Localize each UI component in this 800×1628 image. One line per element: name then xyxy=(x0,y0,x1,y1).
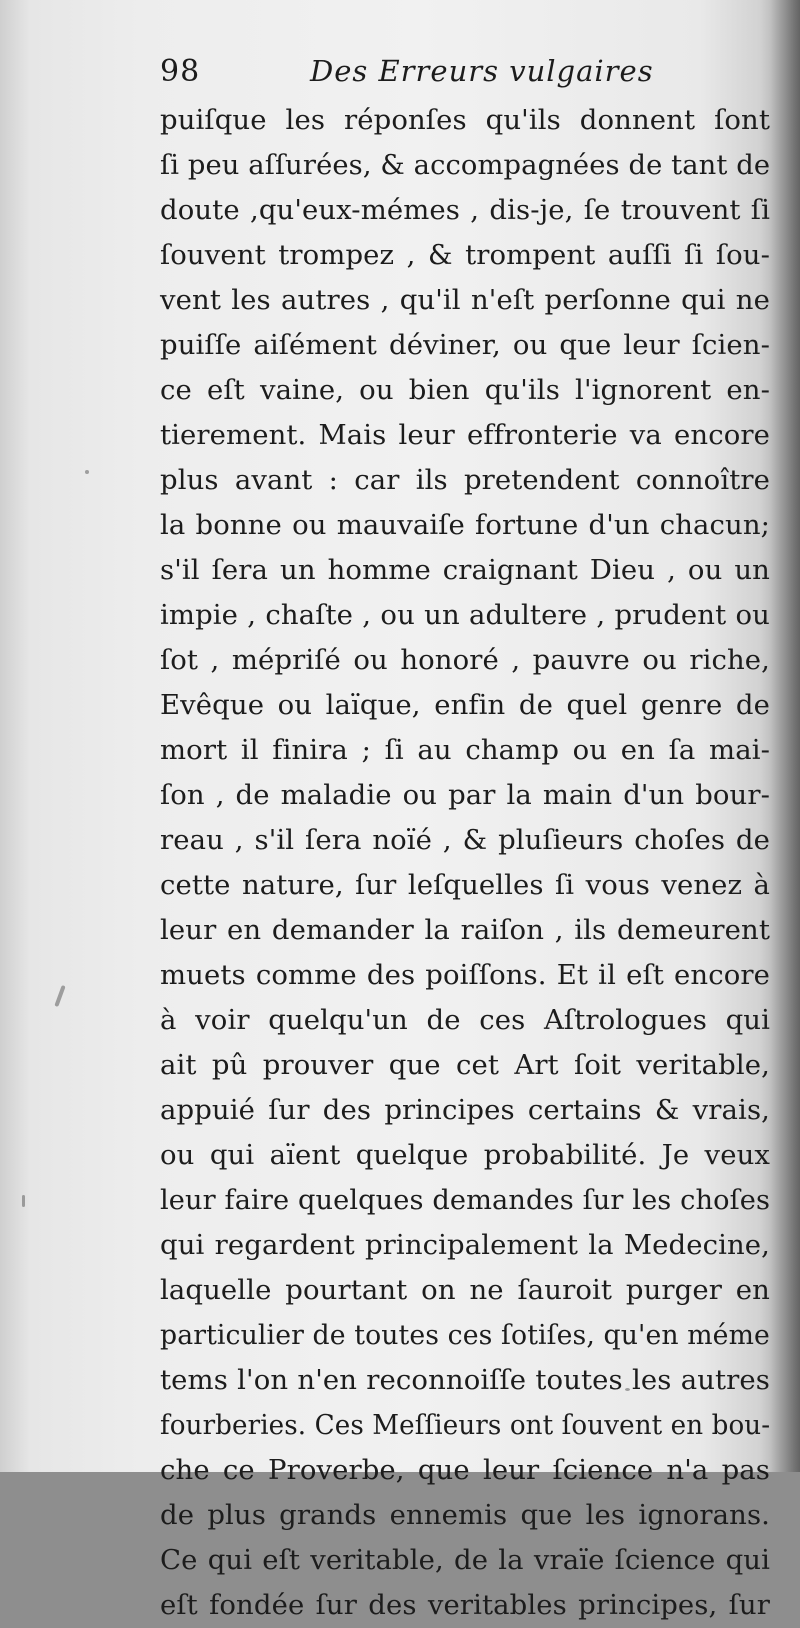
text-line: laquelle pourtant on ne ſauroit purger en xyxy=(160,1274,770,1306)
text-line: eſt fondée ſur des veritables principes, ſur xyxy=(160,1589,770,1621)
text-line: che ce Proverbe, que leur ſcience n'a pas xyxy=(160,1454,770,1486)
text-line: ait pû prouver que cet Art ſoit veritable, xyxy=(160,1049,770,1081)
binding-gutter-shadow xyxy=(770,0,800,1472)
text-line: ou qui aïent quelque probabilité. Je veux xyxy=(160,1139,770,1171)
text-line: fourberies. Ces Meſſieurs ont ſouvent en bou- xyxy=(160,1409,771,1441)
text-line: muets comme des poiſſons. Et il eſt encore xyxy=(160,959,770,991)
text-line: plus avant : car ils pretendent connoître xyxy=(160,464,770,496)
text-line: ſouvent trompez , & trompent auſſi ſi ſou- xyxy=(160,239,770,271)
text-line: leur faire quelques demandes ſur les choſes xyxy=(160,1184,771,1216)
ink-speck xyxy=(85,470,89,474)
text-line: Evêque ou laïque, enfin de quel genre de xyxy=(160,689,770,721)
text-line: ſon , de maladie ou par la main d'un bour- xyxy=(160,779,770,811)
ink-speck xyxy=(22,1195,25,1207)
text-line: vent les autres , qu'il n'eſt perſonne qui ne xyxy=(160,284,770,316)
text-line: s'il ſera un homme craignant Dieu , ou un xyxy=(160,554,770,586)
text-line: de plus grands ennemis que les ignorans. xyxy=(160,1499,770,1531)
text-line: mort il finira ; ſi au champ ou en ſa mai- xyxy=(160,734,770,766)
text-line: particulier de toutes ces ſotiſes, qu'en méme xyxy=(160,1319,770,1351)
text-line: Ce qui eſt veritable, de la vraïe ſcience qui xyxy=(160,1544,770,1576)
text-line: qui regardent principalement la Medecine, xyxy=(160,1229,770,1261)
text-line: puiſque les réponſes qu'ils donnent ſont xyxy=(160,104,770,136)
page-number: 98 xyxy=(160,54,201,89)
text-line: ce eſt vaine, ou bien qu'ils l'ignorent en- xyxy=(160,374,770,406)
text-line: reau , s'il ſera noïé , & pluſieurs choſes de xyxy=(160,824,770,856)
body-text xyxy=(160,98,770,1628)
book-page xyxy=(160,46,770,1628)
text-line: puiſſe aiſément déviner, ou que leur ſcien- xyxy=(160,329,770,361)
text-line: la bonne ou mauvaiſe fortune d'un chacun; xyxy=(160,509,770,541)
text-line: ſi peu aſſurées, & accompagnées de tant de xyxy=(160,149,771,181)
text-line: ſot , mépriſé ou honoré , pauvre ou riche, xyxy=(160,644,770,676)
running-head xyxy=(160,46,770,98)
text-line: doute ,qu'eux-mémes , dis-je, ſe trouvent ſi xyxy=(160,194,770,226)
text-line: tierement. Mais leur effronterie va encore xyxy=(160,419,770,451)
text-line: impie , chaſte , ou un adultere , prudent ou xyxy=(160,599,770,631)
text-line: leur en demander la raiſon , ils demeurent xyxy=(160,914,770,946)
text-line: tems l'on n'en reconnoiſſe toutes les autres xyxy=(160,1364,770,1396)
ink-speck xyxy=(54,985,65,1007)
text-line: appuié ſur des principes certains & vrais, xyxy=(160,1094,770,1126)
running-title: Des Erreurs vulgaires xyxy=(310,54,654,88)
text-line: à voir quelqu'un de ces Aſtrologues qui xyxy=(160,1004,770,1036)
text-line: cette nature, ſur leſquelles ſi vous venez à xyxy=(160,869,770,901)
